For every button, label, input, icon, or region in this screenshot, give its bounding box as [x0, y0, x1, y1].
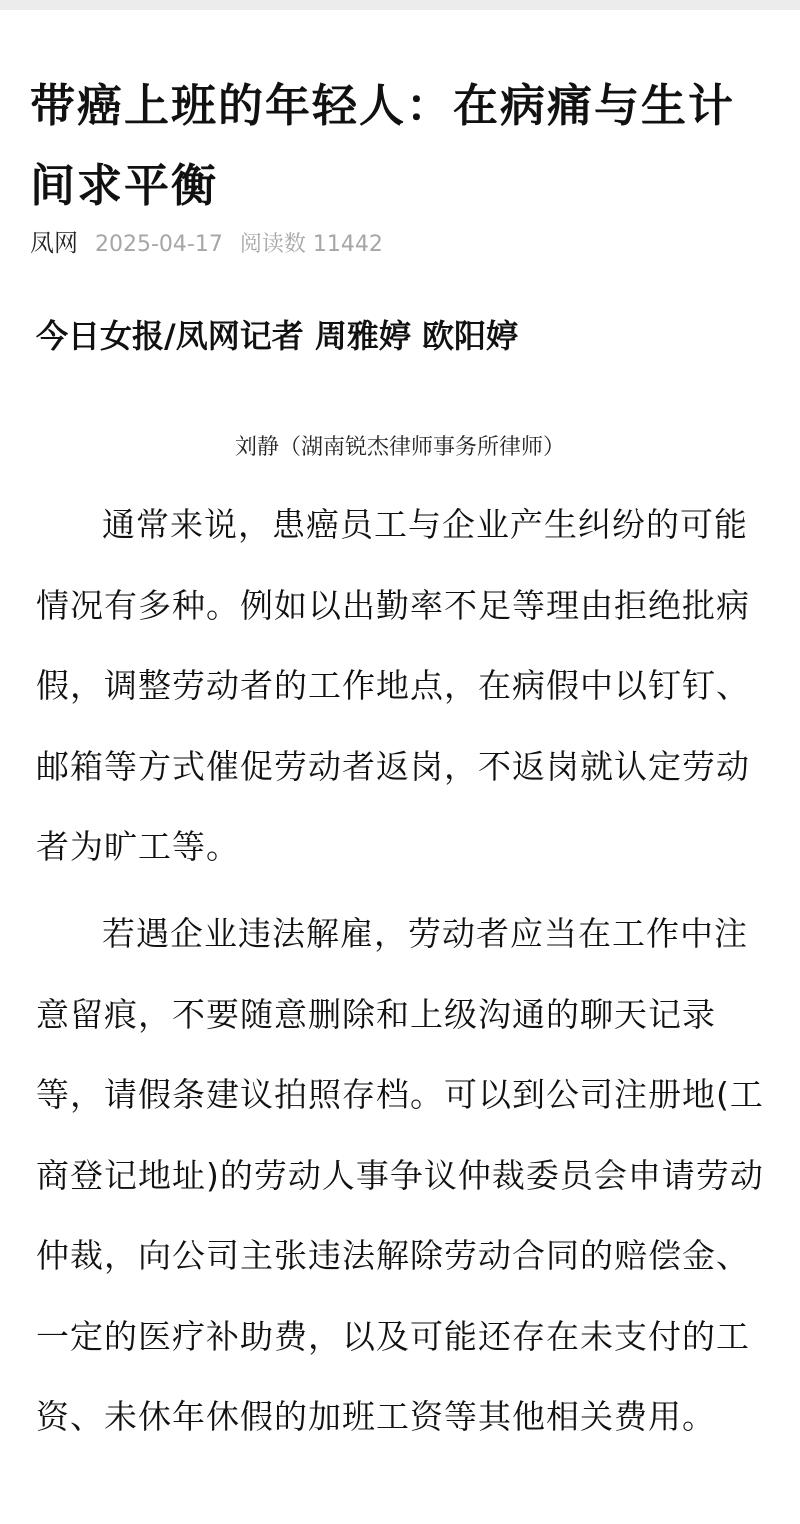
- read-count: 阅读数 11442: [239, 232, 383, 257]
- article-meta: [30, 224, 383, 262]
- article-date: 2025-04-17: [95, 232, 223, 257]
- image-caption: 刘静（湖南锐杰律师事务所律师）: [234, 435, 565, 460]
- article-byline: 今日女报/凤网记者 周雅婷 欧阳婷: [36, 317, 518, 355]
- article-paragraph: 若遇企业违法解雇，劳动者应当在工作中注意留痕，不要随意删除和上级沟通的聊天记录等，请假条建议拍照存档。可以到公司注册地(工商登记地址)的劳动人事争议仲裁委员会申请劳动仲裁，向公司主张违法解除劳动合同的赔偿金、一定的医疗补助费，以及可能还存在未支付的工资、未休年休假的加班工资等其他相关费用。: [36, 914, 764, 1436]
- article-title: 带癌上班的年轻人：在病痛与生计间求平衡: [30, 79, 736, 212]
- article-paragraph: 通常来说，患癌员工与企业产生纠纷的可能情况有多种。例如以出勤率不足等理由拒绝批病假，调整劳动者的工作地点，在病假中以钉钉、邮箱等方式催促劳动者返岗，不返岗就认定劳动者为旷工等。: [36, 505, 750, 866]
- status-bar-strip: [0, 0, 800, 10]
- article-source[interactable]: 凤网: [30, 229, 78, 257]
